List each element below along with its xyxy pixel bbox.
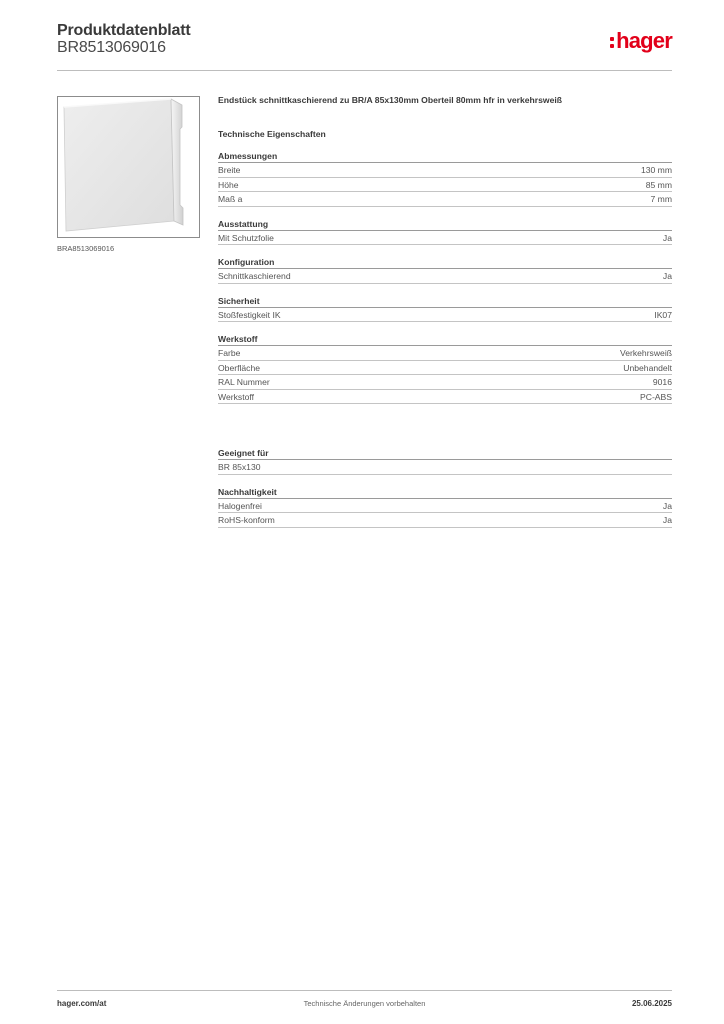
row-label: Stoßfestigkeit IK xyxy=(218,309,281,320)
row-value: PC-ABS xyxy=(640,391,672,402)
row-value: Ja xyxy=(662,515,672,525)
page-footer xyxy=(57,990,672,1015)
section-heading: Technische Eigenschaften xyxy=(218,129,326,139)
row-value: 7 mm xyxy=(650,194,672,204)
group-title: Ausstattung xyxy=(218,217,672,231)
footer-note: Technische Änderungen vorbehalten xyxy=(303,999,426,1008)
row-label: Schnittkaschierend xyxy=(218,271,291,281)
table-row xyxy=(218,163,672,178)
image-caption: BRA8513069016 xyxy=(57,244,115,253)
row-label: Farbe xyxy=(218,348,241,358)
row-label: BR 85x130 xyxy=(218,462,261,472)
row-value: Unbehandelt xyxy=(623,362,672,373)
row-value: IK07 xyxy=(654,309,672,320)
group-geeignet-fuer xyxy=(218,446,672,475)
spec-content xyxy=(218,93,672,528)
row-label: Oberfläche xyxy=(218,362,261,373)
group-abmessungen xyxy=(218,149,672,207)
article-number: BR8513069016 xyxy=(57,39,166,56)
row-value: Ja xyxy=(662,500,672,511)
row-label: Maß a xyxy=(218,194,243,204)
group-konfiguration xyxy=(218,255,672,284)
group-title: Abmessungen xyxy=(218,149,672,163)
row-label: Mit Schutzfolie xyxy=(218,232,274,243)
product-description: Endstück schnittkaschierend zu BR/A 85x130mm Oberteil 80mm hfr in verkehrsweiß xyxy=(218,95,563,105)
group-nachhaltigkeit xyxy=(218,485,672,528)
table-row xyxy=(218,178,672,193)
logo-dots-icon xyxy=(610,37,614,48)
table-row xyxy=(218,375,672,390)
table-row xyxy=(218,308,672,323)
row-value: 9016 xyxy=(652,377,672,387)
page-header xyxy=(57,22,672,71)
row-label: RAL Nummer xyxy=(218,377,270,387)
row-label: Halogenfrei xyxy=(218,500,262,511)
product-image xyxy=(57,96,200,238)
group-title: Konfiguration xyxy=(218,255,672,269)
group-title: Sicherheit xyxy=(218,294,672,308)
table-row xyxy=(218,513,672,528)
logo-text: hager xyxy=(616,28,672,53)
group-sicherheit xyxy=(218,294,672,323)
table-row xyxy=(218,231,672,246)
group-werkstoff xyxy=(218,332,672,404)
row-value: Verkehrsweiß xyxy=(619,348,672,358)
row-value: Ja xyxy=(662,232,672,243)
document-title: Produktdatenblatt xyxy=(57,22,191,39)
row-label: RoHS-konform xyxy=(218,515,275,525)
row-label: Werkstoff xyxy=(218,391,254,402)
table-row xyxy=(218,499,672,514)
table-row xyxy=(218,460,672,475)
hager-logo xyxy=(610,30,672,52)
table-row xyxy=(218,192,672,207)
row-label: Breite xyxy=(218,165,241,175)
table-row xyxy=(218,361,672,376)
group-title: Werkstoff xyxy=(218,332,672,346)
row-value: 130 mm xyxy=(640,165,672,175)
table-row xyxy=(218,269,672,284)
row-value: Ja xyxy=(662,271,672,281)
footer-date: 25.06.2025 xyxy=(631,999,672,1008)
group-ausstattung xyxy=(218,217,672,246)
row-value: 85 mm xyxy=(645,179,672,190)
table-row xyxy=(218,390,672,405)
group-title: Nachhaltigkeit xyxy=(218,485,672,499)
table-row xyxy=(218,346,672,361)
footer-website-link[interactable]: hager.com/at xyxy=(57,999,107,1008)
group-title: Geeignet für xyxy=(218,446,672,460)
end-cap-illustration xyxy=(58,97,199,237)
row-label: Höhe xyxy=(218,179,239,190)
